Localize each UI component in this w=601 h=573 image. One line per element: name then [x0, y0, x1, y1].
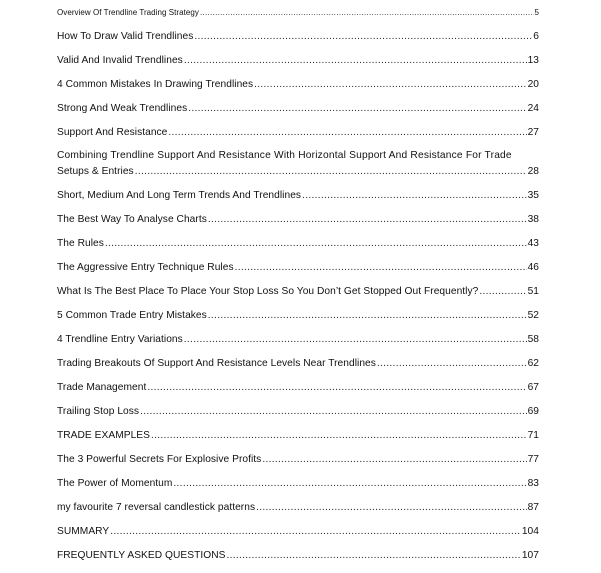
toc-entry[interactable] [57, 356, 539, 372]
toc-entry-page: 58 [527, 334, 539, 345]
toc-entry[interactable] [57, 548, 539, 564]
toc-entry[interactable] [57, 308, 539, 324]
toc-entry-title: my favourite 7 reversal candlestick patterns [57, 502, 256, 513]
dot-leader [377, 356, 527, 372]
toc-entry-title: Support And Resistance [57, 127, 168, 138]
toc-entry-title: How To Draw Valid Trendlines [57, 31, 194, 42]
toc-entry[interactable] [57, 236, 539, 252]
toc-entry-page: 69 [527, 406, 539, 417]
toc-entry-title: The Best Way To Analyse Charts [57, 214, 207, 225]
toc-entry-page: 5 [534, 8, 539, 17]
dot-leader [256, 500, 526, 516]
toc-entry-title: TRADE EXAMPLES [57, 430, 150, 441]
toc-entry-title: The 3 Powerful Secrets For Explosive Profits [57, 454, 262, 465]
toc-entry-title-line2: Setups & Entries [57, 166, 134, 177]
dot-leader [173, 476, 526, 492]
dot-leader [151, 428, 527, 444]
toc-entry-title: Overview Of Trendline Trading Strategy [57, 8, 199, 17]
toc-entry[interactable] [57, 5, 539, 21]
toc-entry-page: 28 [527, 166, 539, 177]
toc-entry[interactable] [57, 125, 539, 141]
toc-entry-title: The Power of Momentum [57, 478, 173, 489]
toc-entry-title-line1: Combining Trendline Support And Resistance With Horizontal Support And Resistance For Trade [57, 150, 512, 161]
toc-entry-title: What Is The Best Place To Place Your Stop Loss So You Don’t Get Stopped Out Frequently? [57, 286, 479, 297]
dot-leader [147, 380, 526, 396]
toc-entry-page: 62 [527, 358, 539, 369]
dot-leader [194, 29, 532, 45]
toc-entry[interactable] [57, 260, 539, 276]
dot-leader [184, 332, 527, 348]
toc-entry[interactable] [57, 212, 539, 228]
toc-entry[interactable] [57, 29, 539, 45]
dot-leader [168, 125, 526, 141]
toc-entry-page: 43 [527, 238, 539, 249]
toc-entry-title: The Aggressive Entry Technique Rules [57, 262, 234, 273]
dot-leader [135, 164, 527, 180]
toc-entry-page: 51 [527, 286, 539, 297]
toc-entry-title: FREQUENTLY ASKED QUESTIONS [57, 550, 226, 561]
toc-entry[interactable] [57, 284, 539, 300]
toc-entry-title: SUMMARY [57, 526, 110, 537]
toc-entry-page: 35 [527, 190, 539, 201]
dot-leader [184, 53, 527, 69]
toc-entry-page: 24 [527, 103, 539, 114]
toc-entry-title: 5 Common Trade Entry Mistakes [57, 310, 207, 321]
toc-entry[interactable] [57, 404, 539, 420]
toc-entry-page: 52 [527, 310, 539, 321]
toc-entry-page: 87 [527, 502, 539, 513]
toc-entry[interactable] [57, 188, 539, 204]
toc-entry-page: 104 [521, 526, 539, 537]
toc-entry[interactable] [57, 524, 539, 540]
toc-entry[interactable] [57, 380, 539, 396]
toc-entry-page: 6 [533, 31, 539, 42]
dot-leader [302, 188, 526, 204]
toc-entry[interactable] [57, 428, 539, 444]
dot-leader [140, 404, 527, 420]
dot-leader [200, 5, 534, 21]
toc-entry-title: Valid And Invalid Trendlines [57, 55, 183, 66]
dot-leader [208, 308, 527, 324]
toc-entry[interactable] [57, 53, 539, 69]
toc-entry-title: 4 Common Mistakes In Drawing Trendlines [57, 79, 254, 90]
toc-entry[interactable] [57, 332, 539, 348]
dot-leader [235, 260, 527, 276]
toc-entry[interactable] [57, 101, 539, 117]
toc-entry-title: Short, Medium And Long Term Trends And Trendlines [57, 190, 302, 201]
dot-leader [262, 452, 526, 468]
toc-entry-page: 46 [527, 262, 539, 273]
toc-entry-page: 71 [527, 430, 539, 441]
toc-entry-page: 20 [527, 79, 539, 90]
toc-entry-page: 77 [527, 454, 539, 465]
toc-entry-page: 27 [527, 127, 539, 138]
dot-leader [208, 212, 527, 228]
toc-entry-title: Trailing Stop Loss [57, 406, 140, 417]
toc-entry-page: 83 [527, 478, 539, 489]
toc-entry[interactable] [57, 476, 539, 492]
toc-entry-page: 67 [527, 382, 539, 393]
dot-leader [188, 101, 526, 117]
dot-leader [479, 284, 526, 300]
toc-entry[interactable] [57, 77, 539, 93]
toc-entry[interactable] [57, 452, 539, 468]
toc-entry-title: Trade Management [57, 382, 147, 393]
toc-entry-title: The Rules [57, 238, 104, 249]
toc-entry-page: 13 [527, 55, 539, 66]
toc-entry-page: 107 [521, 550, 539, 561]
dot-leader [254, 77, 526, 93]
dot-leader [105, 236, 527, 252]
toc-entry-page: 38 [527, 214, 539, 225]
toc-entry-title: 4 Trendline Entry Variations [57, 334, 183, 345]
dot-leader [227, 548, 521, 564]
toc-entry-title: Strong And Weak Trendlines [57, 103, 188, 114]
toc-entry[interactable] [57, 148, 539, 180]
toc-entry-title: Trading Breakouts Of Support And Resistance Levels Near Trendlines [57, 358, 376, 369]
toc-entry[interactable] [57, 500, 539, 516]
dot-leader [110, 524, 521, 540]
